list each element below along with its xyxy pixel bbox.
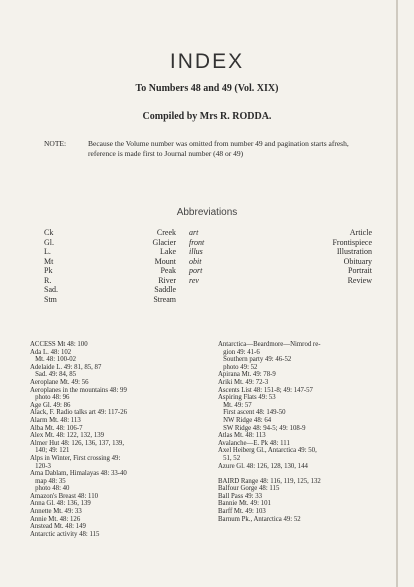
abbreviation-code: rev <box>189 275 199 285</box>
index-entry: Antarctica—Beardmore—Nimrod re- <box>218 341 321 348</box>
index-entry: photo 49: 52 <box>218 363 258 371</box>
abbreviation-code: Mt <box>44 256 54 266</box>
index-entry: Aeroplanes in the mountains 48: 99 <box>30 386 127 394</box>
abbreviation-meaning: Stream <box>153 294 176 304</box>
index-entry: Annette Mt. 49: 33 <box>30 508 82 516</box>
index-entry: Azure Gl. 48: 126, 128, 130, 144 <box>218 462 308 470</box>
note-text: Because the Volume number was omitted from number 49 and pagination starts afresh, reference is made first to Journal number (48 or 49) <box>88 139 349 158</box>
abbreviation-code: Stm <box>44 294 57 304</box>
index-entry: photo 48: 40 <box>30 485 70 493</box>
index-entry: 51, 52 <box>218 454 241 462</box>
index-entry: Ada L. 48: 102 <box>30 348 72 356</box>
index-entry: 120-3 <box>30 462 51 470</box>
abbreviation-meaning: Lake <box>160 247 176 256</box>
index-entry: Avalanche—E. Pk 48: 111 <box>218 439 290 447</box>
index-entry: Sad. 49: 84, 85 <box>30 371 77 379</box>
abbreviation-codes-column <box>44 228 58 304</box>
abbreviation-meaning: Peak <box>160 266 176 275</box>
index-entry: Annie Mt. 48: 126 <box>30 515 81 523</box>
abbreviation-code: Sad. <box>44 285 58 294</box>
index-entry: Antarctic activity 48: 115 <box>30 530 100 538</box>
index-entry: Southern party 49: 46-52 <box>218 356 292 364</box>
index-entry: Anna Gl. 48: 136, 139 <box>30 500 91 508</box>
index-entry: BAIRD Range 48: 116, 119, 125, 132 <box>218 477 321 485</box>
abbreviation-code: obit <box>189 256 202 266</box>
note-label: NOTE: <box>44 139 67 148</box>
abbreviation-meanings-right-column <box>270 228 372 285</box>
index-entry: Age Gl. 49: 86 <box>30 401 71 409</box>
abbreviation-meaning: Illustration <box>336 247 372 256</box>
abbreviation-meanings-column <box>130 228 176 304</box>
abbreviation-code: L. <box>44 247 51 256</box>
index-entry: Alba Mt. 48: 106-7 <box>30 424 83 432</box>
index-entry: Ariki Mt. 49: 72-3 <box>218 378 269 386</box>
abbreviation-meaning: Review <box>347 275 372 285</box>
abbreviation-meaning: Article <box>349 228 372 237</box>
abbreviation-meaning: River <box>158 275 176 285</box>
index-entry: Alack, F. Radio talks art 49: 117-26 <box>30 409 127 417</box>
abbreviation-code: port <box>189 266 203 275</box>
index-entry: Aeroplane Mt. 49: 56 <box>30 378 89 386</box>
abbreviation-codes-italic-column <box>189 228 204 285</box>
index-column-left <box>30 341 210 538</box>
abbreviation-meaning: Glacier <box>152 237 176 247</box>
abbreviation-code: R. <box>44 275 52 285</box>
index-entry: gion 49: 41-6 <box>218 348 260 356</box>
index-entry: Ascents List 48: 151-8; 49: 147-57 <box>218 386 313 394</box>
index-entry: Amazon's Breast 48: 110 <box>30 492 98 500</box>
index-entry: First ascent 48: 149-50 <box>218 409 286 417</box>
abbreviation-code: Gl. <box>44 237 54 247</box>
index-entry: Ama Dablam, Himalayas 48: 33-40 <box>30 470 127 478</box>
abbreviation-code: Ck <box>44 228 54 237</box>
index-entry: 140; 49: 121 <box>30 447 70 455</box>
abbreviation-meaning: Obituary <box>343 256 372 266</box>
abbreviation-code: Pk <box>44 266 53 275</box>
index-gap <box>218 470 390 478</box>
index-entry: Alex Mt. 48: 122, 132, 139 <box>30 432 105 440</box>
index-entry: Ball Pass 49: 33 <box>218 492 262 500</box>
index-entry: Apirana Mt. 49: 78-9 <box>218 371 276 379</box>
index-entry: Alarm Mt. 48: 113 <box>30 416 81 424</box>
index-subtitle: To Numbers 48 and 49 (Vol. XIX) <box>135 83 279 94</box>
index-entry: Balfour Gorge 48: 115 <box>218 485 280 493</box>
abbreviation-meaning: Portrait <box>348 266 372 275</box>
page-title: INDEX <box>169 50 245 73</box>
index-entry: NW Ridge 48: 64 <box>218 416 272 424</box>
index-entry: Adelaide L. 49: 81, 85, 87 <box>30 363 102 371</box>
index-entry: Alps in Winter, First crossing 49: <box>30 454 121 462</box>
index-entry: Mt. 49: 57 <box>218 401 252 409</box>
index-entry: SW Ridge 48: 94-5; 49: 108-9 <box>218 424 306 432</box>
abbreviation-meaning: Creek <box>156 228 176 237</box>
abbreviation-code: art <box>189 228 199 237</box>
index-entry: Bannie Mt. 49: 101 <box>218 500 271 508</box>
index-entry: Anstead Mt. 48: 149 <box>30 523 86 531</box>
abbreviation-meaning: Saddle <box>154 285 176 294</box>
abbreviations-heading: Abbreviations <box>176 207 238 218</box>
index-entry: photo 48: 96 <box>30 394 70 402</box>
index-entry: Aspiring Flats 49: 53 <box>218 394 276 402</box>
index-entry: Barnum Pk., Antarctica 49: 52 <box>218 515 301 523</box>
index-entry: Axel Heiberg Gl., Antarctica 49: 50, <box>218 447 317 455</box>
index-entry: Atlas Mt. 48: 113 <box>218 432 266 440</box>
compiler-credit: Compiled by Mrs R. RODDA. <box>142 111 272 122</box>
index-entry: map 48: 35 <box>30 477 66 485</box>
index-entry: Mt. 48: 100-02 <box>30 356 77 364</box>
abbreviation-meaning: Frontispiece <box>332 237 372 247</box>
abbreviation-code: illus <box>189 247 203 256</box>
index-entry: Almer Hut 48: 126, 136, 137, 139, <box>30 439 125 447</box>
index-entry: ACCESS Mt 48: 100 <box>30 341 88 348</box>
abbreviation-code: front <box>189 237 205 247</box>
index-entry: Barff Mt. 49: 103 <box>218 508 266 516</box>
abbreviation-meaning: Mount <box>154 256 176 266</box>
index-column-right <box>218 341 390 523</box>
